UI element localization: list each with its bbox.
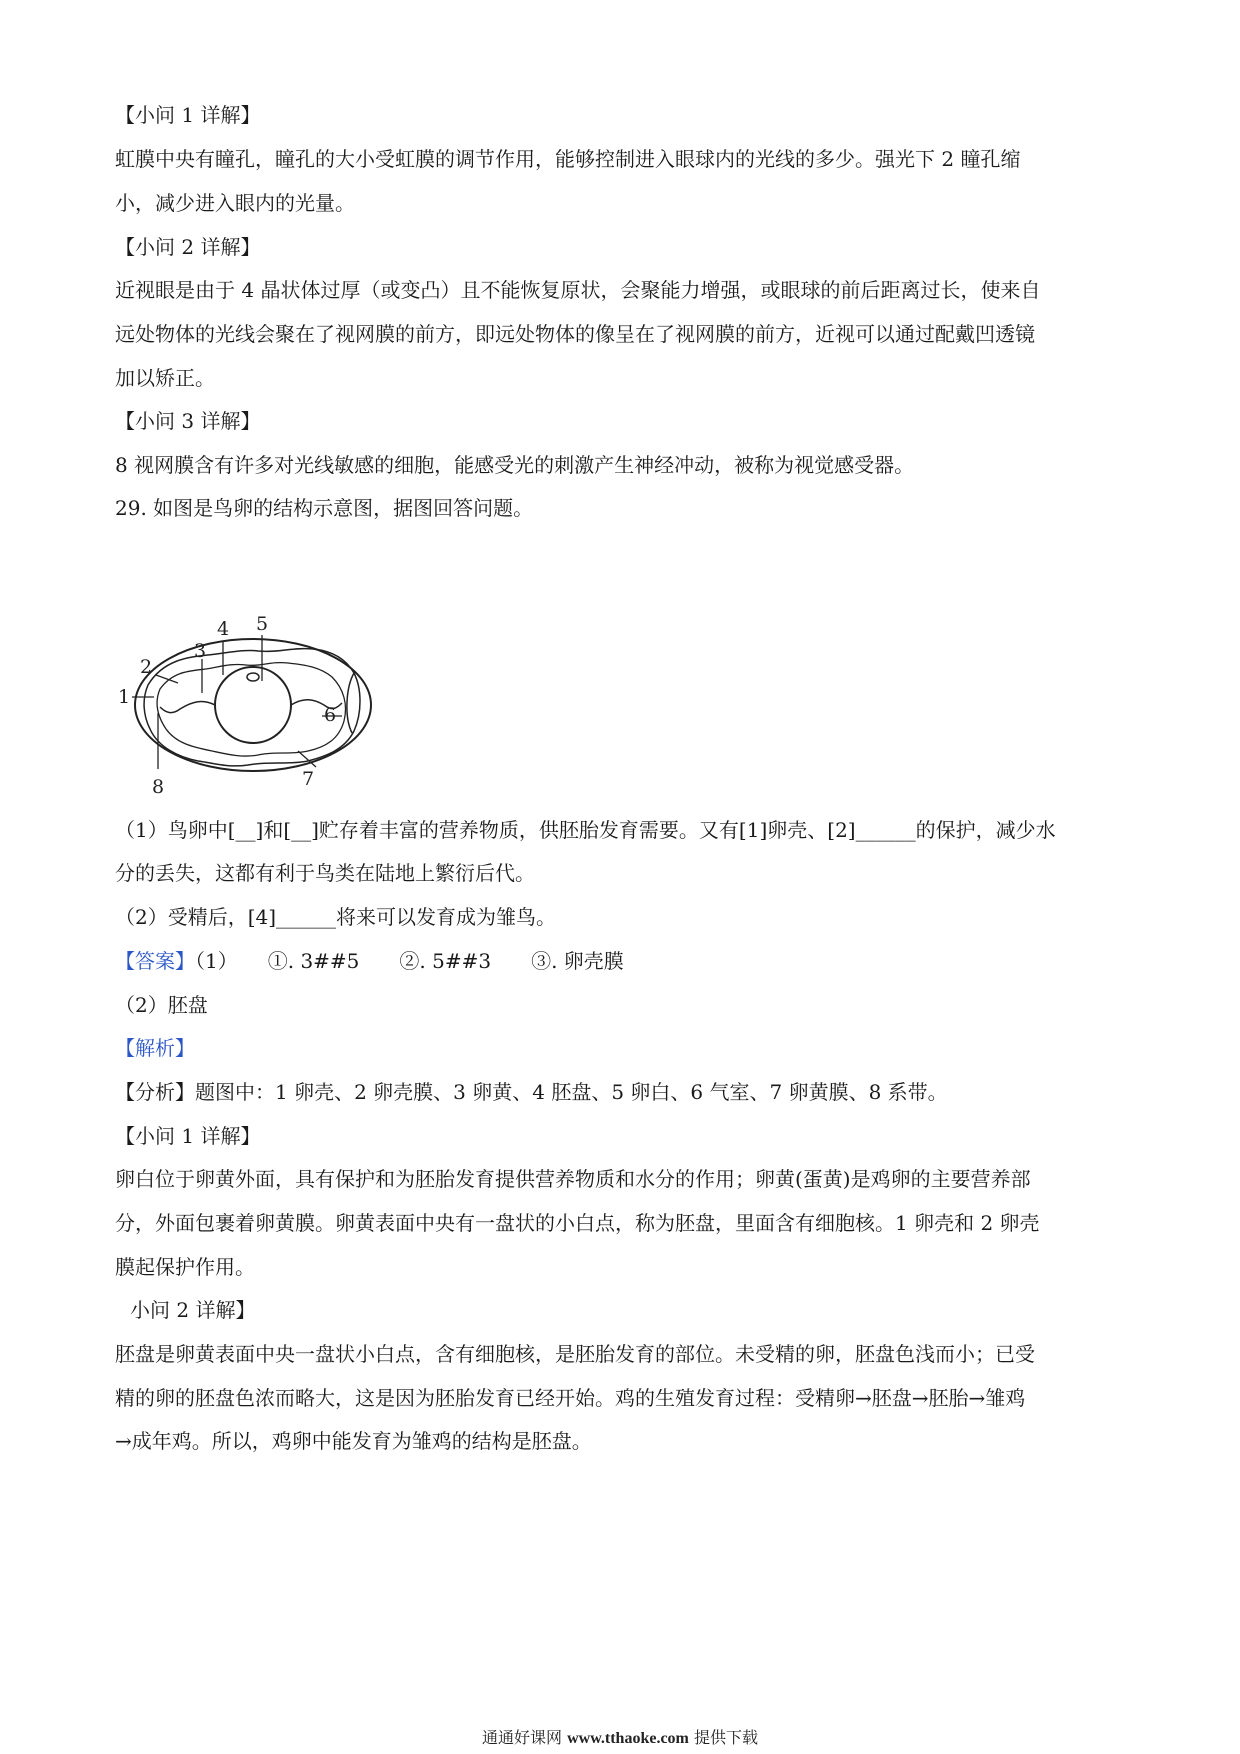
section-heading: 【小问 1 详解】 (115, 1124, 261, 1148)
subquestion-line: （1）鸟卵中[__]和[__]贮存着丰富的营养物质，供胚胎发育需要。又有[1]卵壳、[2]______的保护，减少水 (115, 818, 1056, 842)
analysis-label: 【解析】 (115, 1036, 195, 1060)
footer-site: 通通好课网 (482, 1728, 563, 1747)
paragraph-line: 小，减少进入眼内的光量。 (115, 191, 355, 215)
germinal-disc (247, 673, 259, 681)
section-heading: 小问 2 详解】 (130, 1298, 256, 1322)
paragraph-line: 8 视网膜含有许多对光线敏感的细胞，能感受光的刺激产生神经冲动，被称为视觉感受器。 (115, 453, 915, 477)
paragraph-line: 精的卵的胚盘色浓而略大，这是因为胚胎发育已经开始。鸡的生殖发育过程：受精卵→胚盘→胚胎→雏鸡 (115, 1386, 1026, 1410)
paragraph-line: 近视眼是由于 4 晶状体过厚（或变凸）且不能恢复原状，会聚能力增强，或眼球的前后距离过长，使来自 (115, 278, 1041, 302)
subquestion-line: 分的丢失，这都有利于鸟类在陆地上繁衍后代。 (115, 861, 535, 885)
answer-line: （2）胚盘 (115, 993, 208, 1017)
paragraph-line: 胚盘是卵黄表面中央一盘状小白点，含有细胞核，是胚胎发育的部位。未受精的卵，胚盘色浅而小；已受 (115, 1342, 1035, 1366)
diagram-label-2: 2 (140, 656, 153, 678)
chalaza-left (160, 702, 215, 713)
subquestion-line: （2）受精后，[4]______将来可以发育成为雏鸟。 (115, 905, 557, 929)
question-title: 29. 如图是鸟卵的结构示意图，据图回答问题。 (115, 496, 534, 520)
section-heading: 【小问 3 详解】 (115, 409, 261, 433)
paragraph-line: 远处物体的光线会聚在了视网膜的前方，即远处物体的像呈在了视网膜的前方，近视可以通过配戴凹透镜 (115, 322, 1035, 346)
paragraph-line: 卵白位于卵黄外面，具有保护和为胚胎发育提供营养物质和水分的作用；卵黄(蛋黄)是鸡卵的主要营养部 (115, 1167, 1031, 1191)
egg-structure-diagram (118, 605, 388, 810)
answer-text: （1） ①. 3##5 ②. 5##3 ③. 卵壳膜 (195, 949, 624, 973)
diagram-label-5: 5 (256, 613, 269, 635)
diagram-label-4: 4 (217, 618, 230, 640)
answer-label: 【答案】 (115, 949, 195, 973)
paragraph-line: 加以矫正。 (115, 366, 215, 390)
paragraph-line: 分，外面包裹着卵黄膜。卵黄表面中央有一盘状的小白点，称为胚盘，里面含有细胞核。1 卵壳和 2 卵壳 (115, 1211, 1040, 1235)
paragraph-line: →成年鸡。所以，鸡卵中能发育为雏鸡的结构是胚盘。 (115, 1429, 592, 1453)
footer-url[interactable]: www.tthaoke.com (567, 1730, 689, 1747)
answer-line (115, 948, 1125, 974)
egg-diagram-svg (118, 605, 388, 810)
diagram-label-6: 6 (324, 704, 337, 726)
air-cell (347, 673, 354, 733)
diagram-label-3: 3 (194, 640, 207, 662)
diagram-label-8: 8 (152, 776, 165, 798)
footer-suffix: 提供下载 (693, 1728, 758, 1747)
section-heading: 【小问 2 详解】 (115, 235, 261, 259)
analysis-line: 【分析】题图中：1 卵壳、2 卵壳膜、3 卵黄、4 胚盘、5 卵白、6 气室、7 卵黄膜、8 系带。 (115, 1080, 948, 1104)
paragraph-line: 膜起保护作用。 (115, 1255, 255, 1279)
section-heading: 【小问 1 详解】 (115, 103, 261, 127)
diagram-label-7: 7 (302, 768, 315, 790)
paragraph-line: 虹膜中央有瞳孔，瞳孔的大小受虹膜的调节作用，能够控制进入眼球内的光线的多少。强光下 2 瞳孔缩 (115, 147, 1021, 171)
yolk (215, 667, 291, 743)
diagram-label-1: 1 (118, 686, 131, 708)
page-footer (0, 1728, 1240, 1749)
